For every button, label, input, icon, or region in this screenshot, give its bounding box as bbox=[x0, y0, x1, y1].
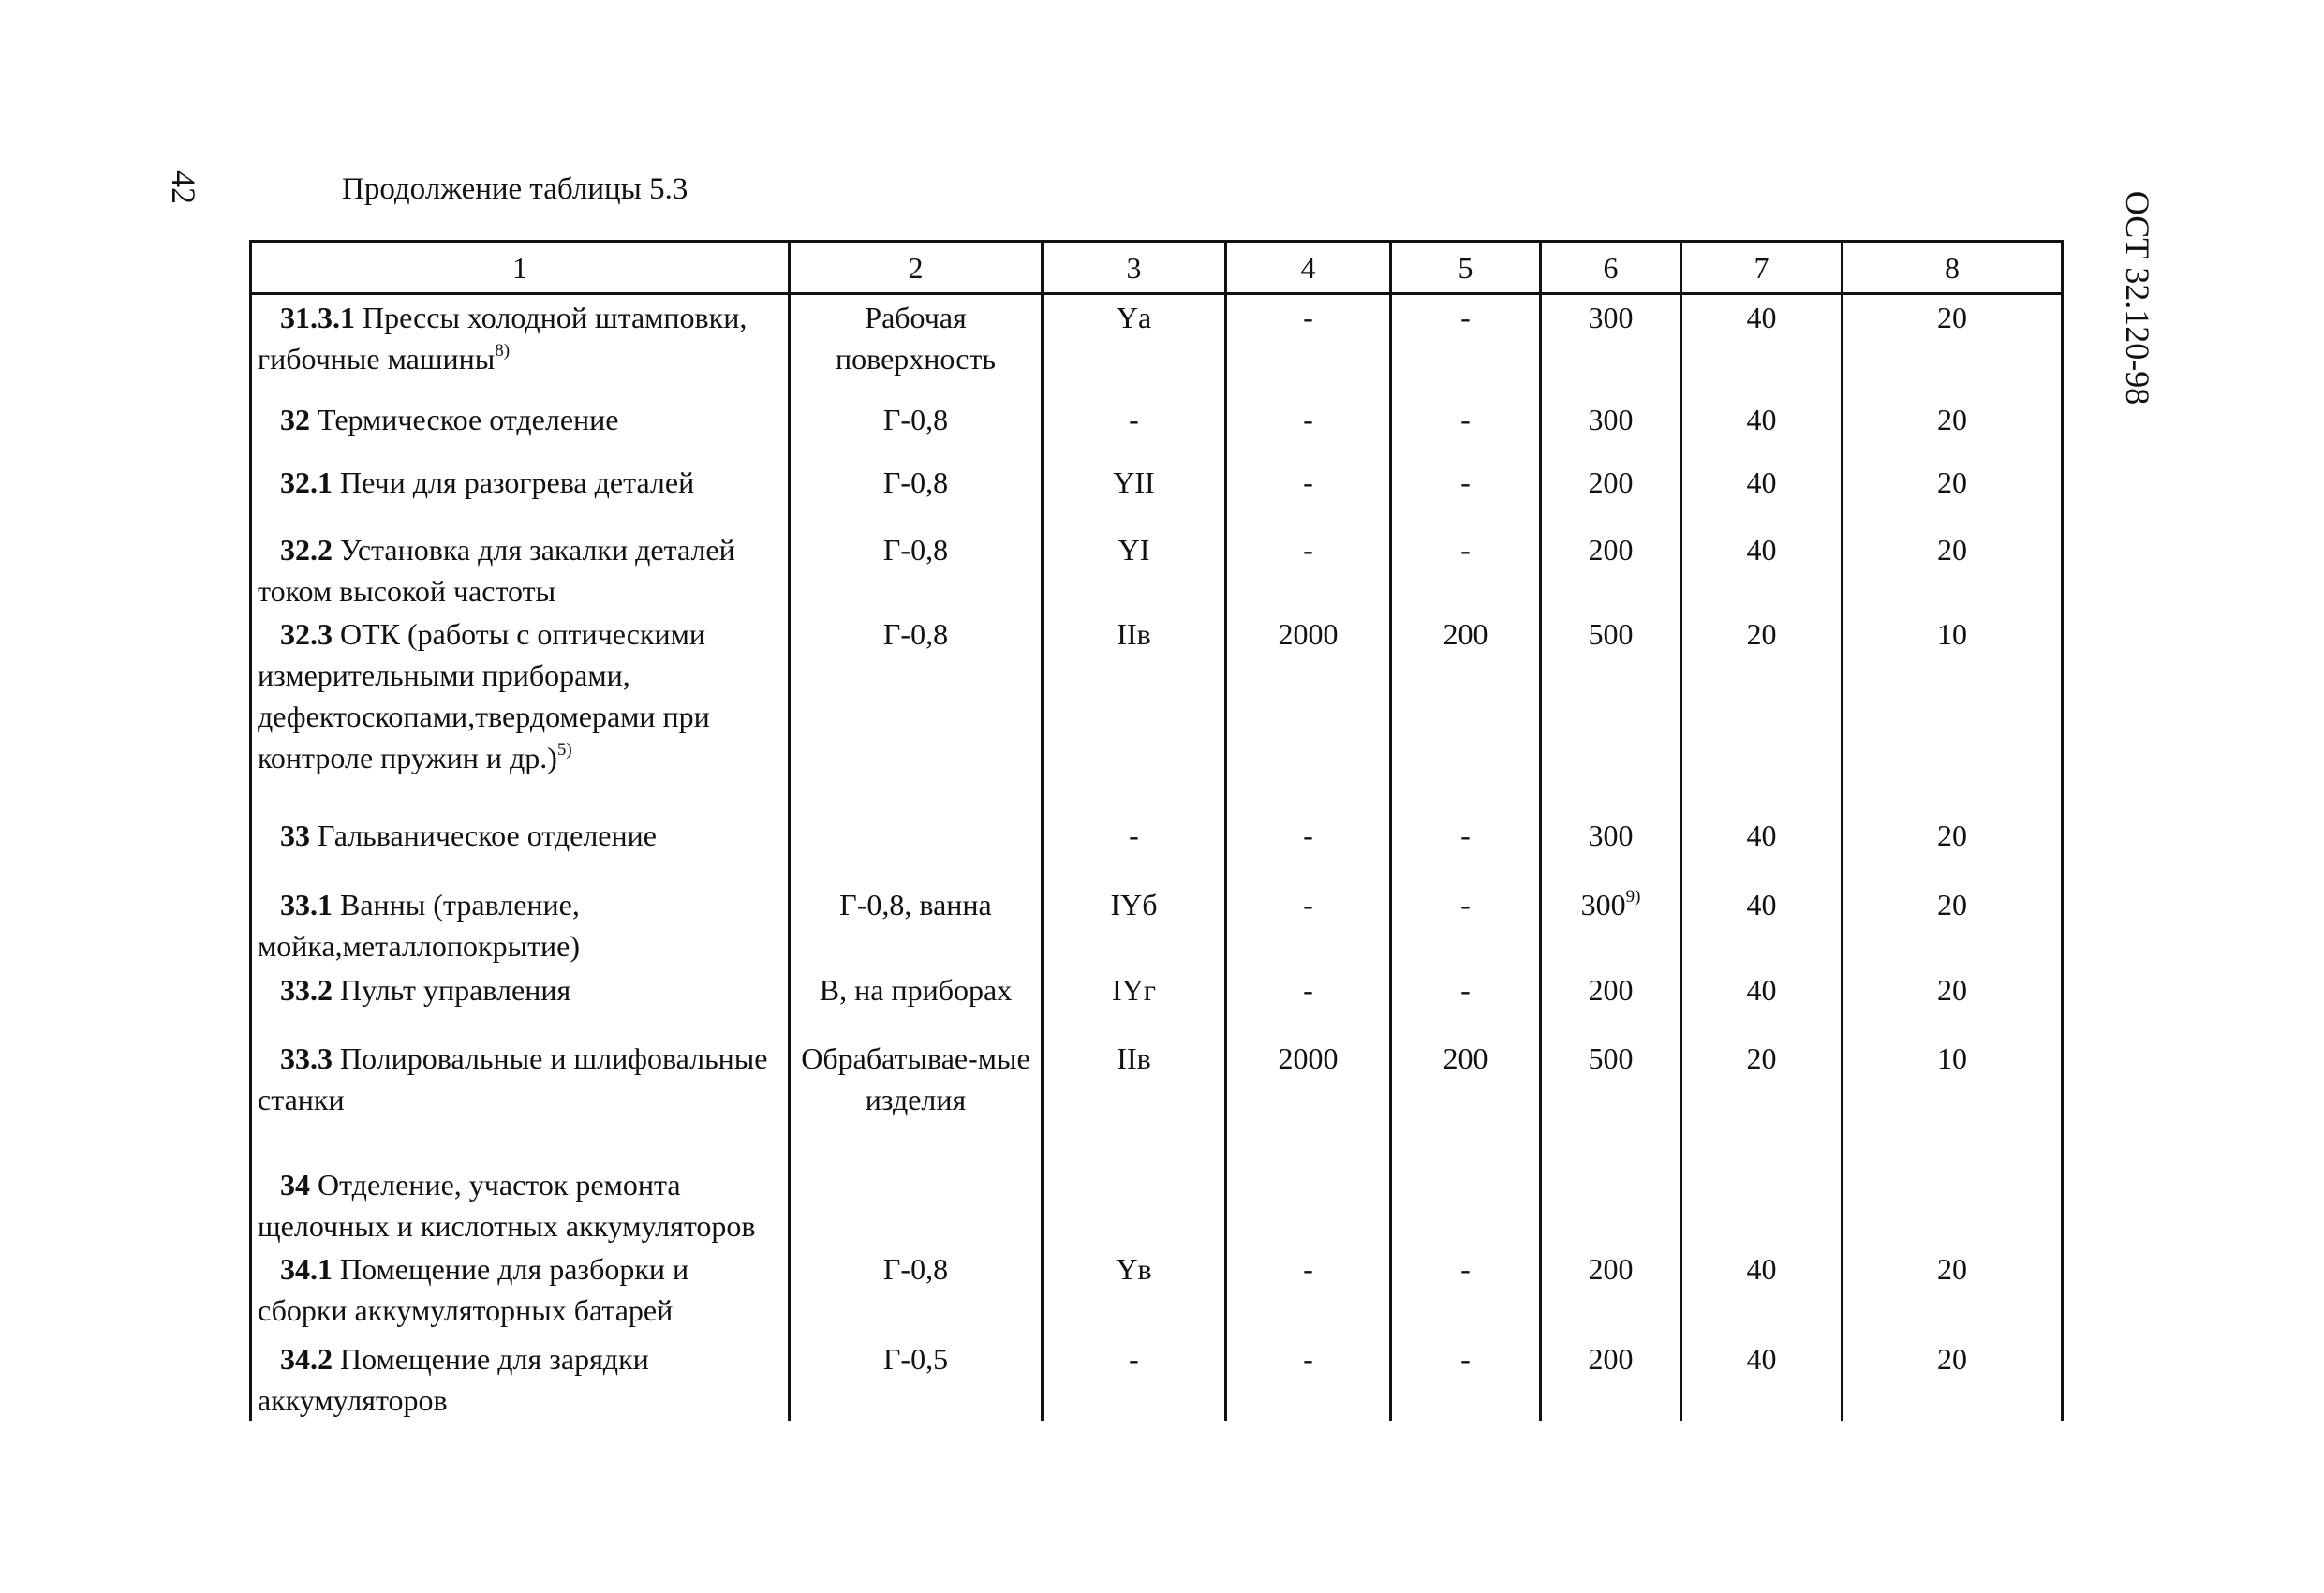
cell-value: Обрабатывае-мые изделия bbox=[801, 1040, 1030, 1116]
cell-c4 bbox=[1226, 612, 1391, 813]
cell-value: 40 bbox=[1746, 301, 1777, 334]
cell-value: 200 bbox=[1588, 532, 1634, 567]
cell-value: Г-0,8 bbox=[882, 1251, 949, 1286]
cell-value: Г-0,8, ванна bbox=[839, 887, 992, 922]
cell-value: - bbox=[1129, 818, 1139, 852]
table-row bbox=[251, 1162, 2063, 1246]
cell-c6 bbox=[1541, 1246, 1681, 1336]
cell-c8 bbox=[1843, 397, 2063, 460]
cell-value: 20 bbox=[1937, 532, 1967, 567]
item-name: Установка для закалки деталей током высокой частоты bbox=[258, 532, 735, 608]
cell-name bbox=[251, 1162, 790, 1246]
cell-value: 20 bbox=[1937, 1251, 1967, 1286]
cell-c8 bbox=[1843, 882, 2063, 967]
cell-c2 bbox=[790, 813, 1043, 882]
cell-c3 bbox=[1043, 1246, 1226, 1336]
cell-c6 bbox=[1541, 612, 1681, 813]
item-number: 34 bbox=[280, 1167, 310, 1202]
cell-c7 bbox=[1681, 813, 1843, 882]
cell-c4 bbox=[1226, 527, 1391, 612]
item-name: Ванны (травление, мойка,металлопокрытие) bbox=[258, 887, 581, 963]
cell-c8 bbox=[1843, 1162, 2063, 1246]
cell-value: - bbox=[1303, 465, 1313, 499]
cell-c8 bbox=[1843, 1036, 2063, 1162]
footnote-ref: 8) bbox=[495, 341, 511, 361]
cell-c7 bbox=[1681, 1162, 1843, 1246]
column-header: 1 bbox=[251, 242, 790, 294]
column-header: 2 bbox=[790, 242, 1043, 294]
cell-value: 40 bbox=[1746, 887, 1777, 922]
cell-value: - bbox=[1460, 1341, 1471, 1376]
item-number: 34.2 bbox=[280, 1341, 333, 1376]
norms-table-container bbox=[249, 240, 2061, 1431]
cell-name bbox=[251, 397, 790, 460]
item-number: 32.2 bbox=[280, 532, 333, 567]
cell-value: - bbox=[1303, 972, 1313, 1007]
footnote-ref: 5) bbox=[556, 739, 572, 760]
cell-c2 bbox=[790, 397, 1043, 460]
cell-value: 40 bbox=[1746, 818, 1777, 852]
cell-value: 300 bbox=[1580, 887, 1626, 922]
cell-c6 bbox=[1541, 967, 1681, 1036]
cell-value: 10 bbox=[1937, 1040, 1967, 1075]
cell-value: 40 bbox=[1746, 1341, 1777, 1376]
cell-value: 40 bbox=[1746, 465, 1777, 499]
item-number: 33 bbox=[280, 818, 310, 852]
cell-c4 bbox=[1226, 813, 1391, 882]
item-name: Полировальные и шлифовальные станки bbox=[258, 1040, 768, 1116]
cell-value: - bbox=[1460, 818, 1471, 852]
cell-value: Yв bbox=[1116, 1251, 1152, 1286]
cell-c3 bbox=[1043, 527, 1226, 612]
table-caption: Продолжение таблицы 5.3 bbox=[342, 172, 688, 206]
cell-c6 bbox=[1541, 460, 1681, 527]
cell-c2 bbox=[790, 527, 1043, 612]
cell-c2 bbox=[790, 294, 1043, 397]
cell-value: 500 bbox=[1588, 1040, 1634, 1075]
cell-c5 bbox=[1391, 1336, 1541, 1421]
cell-value: - bbox=[1129, 402, 1139, 436]
cell-c7 bbox=[1681, 1336, 1843, 1421]
cell-value: 200 bbox=[1443, 1040, 1488, 1075]
cell-value: 20 bbox=[1937, 972, 1967, 1007]
item-number: 33.2 bbox=[280, 972, 333, 1007]
cell-c2 bbox=[790, 460, 1043, 527]
item-number: 32 bbox=[280, 402, 310, 436]
cell-c5 bbox=[1391, 813, 1541, 882]
cell-c8 bbox=[1843, 1336, 2063, 1421]
cell-c5 bbox=[1391, 612, 1541, 813]
cell-c3 bbox=[1043, 813, 1226, 882]
cell-value: 20 bbox=[1746, 616, 1777, 651]
cell-c4 bbox=[1226, 882, 1391, 967]
cell-c6 bbox=[1541, 813, 1681, 882]
cell-value: - bbox=[1303, 1251, 1313, 1286]
cell-c2 bbox=[790, 612, 1043, 813]
cell-value: - bbox=[1303, 1341, 1313, 1376]
cell-c4 bbox=[1226, 1036, 1391, 1162]
cell-value: 20 bbox=[1746, 1040, 1777, 1075]
cell-c3 bbox=[1043, 967, 1226, 1036]
cell-value: IIв bbox=[1117, 1040, 1151, 1075]
cell-c4 bbox=[1226, 397, 1391, 460]
cell-c6 bbox=[1541, 294, 1681, 397]
cell-value: 500 bbox=[1588, 616, 1634, 651]
cell-value: - bbox=[1303, 818, 1313, 852]
cell-c6 bbox=[1541, 882, 1681, 967]
cell-c8 bbox=[1843, 813, 2063, 882]
cell-value: 20 bbox=[1937, 1341, 1967, 1376]
norms-table bbox=[249, 240, 2064, 1421]
cell-c5 bbox=[1391, 1036, 1541, 1162]
cell-c5 bbox=[1391, 1162, 1541, 1246]
cell-value: Г-0,8 bbox=[882, 532, 949, 567]
cell-c8 bbox=[1843, 527, 2063, 612]
cell-c8 bbox=[1843, 1246, 2063, 1336]
cell-value: 20 bbox=[1937, 301, 1967, 334]
cell-value: 200 bbox=[1588, 1251, 1634, 1286]
cell-value: 300 bbox=[1588, 402, 1634, 436]
cell-value: 20 bbox=[1937, 402, 1967, 436]
cell-value: Г-0,8 bbox=[882, 402, 949, 436]
cell-value: Г-0,8 bbox=[882, 465, 949, 499]
cell-c8 bbox=[1843, 294, 2063, 397]
column-header: 8 bbox=[1843, 242, 2063, 294]
table-body bbox=[251, 294, 2063, 1421]
cell-value: IIв bbox=[1117, 616, 1151, 651]
cell-c3 bbox=[1043, 612, 1226, 813]
cell-value: - bbox=[1303, 402, 1313, 436]
cell-value: - bbox=[1303, 301, 1313, 334]
cell-c5 bbox=[1391, 882, 1541, 967]
cell-value: 200 bbox=[1588, 465, 1634, 499]
cell-value: YI bbox=[1118, 532, 1150, 567]
cell-value: 40 bbox=[1746, 402, 1777, 436]
cell-value: 300 bbox=[1588, 301, 1634, 334]
cell-value: - bbox=[1303, 532, 1313, 567]
item-number: 32.3 bbox=[280, 616, 333, 651]
cell-value: - bbox=[1460, 887, 1471, 922]
cell-value: 40 bbox=[1746, 532, 1777, 567]
cell-c2 bbox=[790, 967, 1043, 1036]
item-number: 33.3 bbox=[280, 1040, 333, 1075]
cell-c3 bbox=[1043, 1162, 1226, 1246]
cell-value: 40 bbox=[1746, 1251, 1777, 1286]
cell-value: Рабочая поверхность bbox=[836, 301, 996, 376]
cell-c3 bbox=[1043, 1336, 1226, 1421]
cell-c3 bbox=[1043, 294, 1226, 397]
table-row bbox=[251, 1336, 2063, 1421]
cell-value: IYб bbox=[1110, 887, 1158, 922]
cell-c7 bbox=[1681, 460, 1843, 527]
cell-name bbox=[251, 967, 790, 1036]
cell-value: 300 bbox=[1588, 818, 1634, 852]
item-name: ОТК (работы с оптическими измерительными приборами, дефектоскопами,твердомерами при контроле пружин и др.) bbox=[258, 616, 710, 774]
cell-value: - bbox=[1460, 402, 1471, 436]
cell-value: 20 bbox=[1937, 465, 1967, 499]
cell-value: 20 bbox=[1937, 887, 1967, 922]
cell-c5 bbox=[1391, 294, 1541, 397]
cell-name bbox=[251, 1336, 790, 1421]
document-code: ОСТ 32.120-98 bbox=[2119, 190, 2156, 406]
cell-c3 bbox=[1043, 882, 1226, 967]
cell-name bbox=[251, 294, 790, 397]
cell-c7 bbox=[1681, 882, 1843, 967]
cell-value: Yа bbox=[1116, 301, 1152, 334]
cell-c8 bbox=[1843, 612, 2063, 813]
cell-c3 bbox=[1043, 397, 1226, 460]
cell-c7 bbox=[1681, 527, 1843, 612]
table-header-row bbox=[251, 242, 2063, 294]
cell-c5 bbox=[1391, 967, 1541, 1036]
item-number: 33.1 bbox=[280, 887, 333, 922]
table-row bbox=[251, 1036, 2063, 1162]
cell-c4 bbox=[1226, 1246, 1391, 1336]
cell-c4 bbox=[1226, 460, 1391, 527]
cell-value: 2000 bbox=[1278, 616, 1339, 651]
item-name: Термическое отделение bbox=[318, 402, 619, 436]
cell-value: - bbox=[1460, 465, 1471, 499]
cell-c2 bbox=[790, 1336, 1043, 1421]
cell-name bbox=[251, 527, 790, 612]
cell-c4 bbox=[1226, 1162, 1391, 1246]
table-row bbox=[251, 527, 2063, 612]
cell-value: - bbox=[1460, 1251, 1471, 1286]
table-row bbox=[251, 1246, 2063, 1336]
cell-value: 2000 bbox=[1278, 1040, 1339, 1075]
cell-c7 bbox=[1681, 397, 1843, 460]
cell-name bbox=[251, 813, 790, 882]
cell-c2 bbox=[790, 1246, 1043, 1336]
table-row bbox=[251, 294, 2063, 397]
item-number: 32.1 bbox=[280, 465, 333, 499]
footnote-ref: 9) bbox=[1625, 886, 1641, 907]
cell-c5 bbox=[1391, 1246, 1541, 1336]
cell-name bbox=[251, 882, 790, 967]
cell-value: IYг bbox=[1112, 972, 1156, 1007]
cell-value: - bbox=[1460, 532, 1471, 567]
item-number: 31.3.1 bbox=[280, 301, 355, 334]
cell-c7 bbox=[1681, 967, 1843, 1036]
table-row bbox=[251, 397, 2063, 460]
cell-c5 bbox=[1391, 460, 1541, 527]
cell-value: 10 bbox=[1937, 616, 1967, 651]
column-header: 4 bbox=[1226, 242, 1391, 294]
cell-c4 bbox=[1226, 967, 1391, 1036]
cell-c7 bbox=[1681, 612, 1843, 813]
item-name: Помещение для зарядки аккумуляторов bbox=[258, 1341, 649, 1417]
cell-c2 bbox=[790, 1036, 1043, 1162]
cell-c6 bbox=[1541, 1036, 1681, 1162]
cell-c6 bbox=[1541, 1162, 1681, 1246]
cell-c2 bbox=[790, 882, 1043, 967]
cell-c7 bbox=[1681, 294, 1843, 397]
cell-c7 bbox=[1681, 1036, 1843, 1162]
cell-name bbox=[251, 460, 790, 527]
item-name: Помещение для разборки и сборки аккумуляторных батарей bbox=[258, 1251, 689, 1327]
cell-c6 bbox=[1541, 397, 1681, 460]
column-header: 5 bbox=[1391, 242, 1541, 294]
cell-value: - bbox=[1460, 972, 1471, 1007]
column-header: 6 bbox=[1541, 242, 1681, 294]
column-header: 3 bbox=[1043, 242, 1226, 294]
cell-c8 bbox=[1843, 967, 2063, 1036]
cell-value: - bbox=[1129, 1341, 1139, 1376]
cell-value: Г-0,8 bbox=[882, 616, 949, 651]
item-name: Гальваническое отделение bbox=[318, 818, 657, 852]
cell-value: Г-0,5 bbox=[882, 1341, 949, 1376]
cell-value: 40 bbox=[1746, 972, 1777, 1007]
page-number: 42 bbox=[165, 170, 202, 204]
cell-c5 bbox=[1391, 527, 1541, 612]
item-name: Отделение, участок ремонта щелочных и кислотных аккумуляторов bbox=[258, 1167, 756, 1243]
table-row bbox=[251, 882, 2063, 967]
cell-c7 bbox=[1681, 1246, 1843, 1336]
cell-value: 200 bbox=[1443, 616, 1488, 651]
table-row bbox=[251, 813, 2063, 882]
item-name: Печи для разогрева деталей bbox=[340, 465, 695, 499]
cell-name bbox=[251, 1246, 790, 1336]
cell-value: 200 bbox=[1588, 972, 1634, 1007]
cell-c3 bbox=[1043, 1036, 1226, 1162]
cell-c6 bbox=[1541, 527, 1681, 612]
cell-value: 200 bbox=[1588, 1341, 1634, 1376]
table-row bbox=[251, 967, 2063, 1036]
cell-value: YII bbox=[1113, 465, 1155, 499]
cell-c5 bbox=[1391, 397, 1541, 460]
cell-c6 bbox=[1541, 1336, 1681, 1421]
cell-name bbox=[251, 612, 790, 813]
item-name: Прессы холодной штамповки, гибочные машины bbox=[258, 301, 748, 376]
table-row bbox=[251, 612, 2063, 813]
cell-c4 bbox=[1226, 1336, 1391, 1421]
cell-c2 bbox=[790, 1162, 1043, 1246]
item-number: 34.1 bbox=[280, 1251, 333, 1286]
item-name: Пульт управления bbox=[340, 972, 571, 1007]
cell-value: - bbox=[1460, 301, 1471, 334]
cell-value: 20 bbox=[1937, 818, 1967, 852]
cell-value: - bbox=[1303, 887, 1313, 922]
cell-value: В, на приборах bbox=[819, 972, 1013, 1007]
cell-c3 bbox=[1043, 460, 1226, 527]
table-row bbox=[251, 460, 2063, 527]
cell-c8 bbox=[1843, 460, 2063, 527]
cell-name bbox=[251, 1036, 790, 1162]
column-header: 7 bbox=[1681, 242, 1843, 294]
cell-c4 bbox=[1226, 294, 1391, 397]
